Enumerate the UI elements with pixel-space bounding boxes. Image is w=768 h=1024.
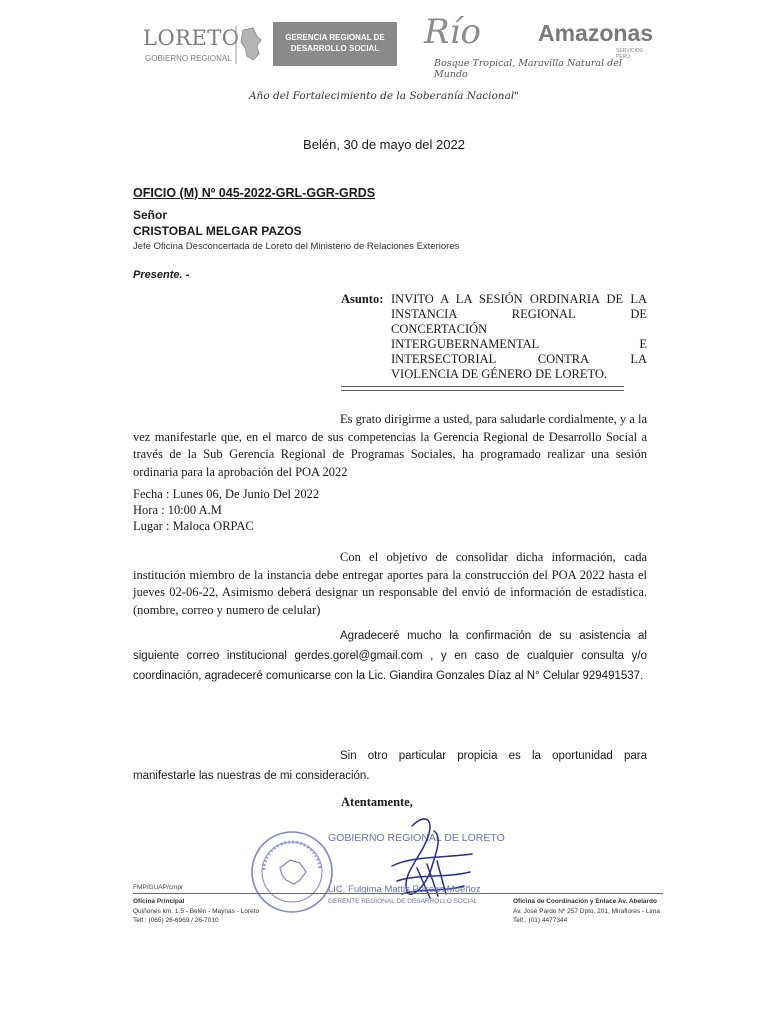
subject-line: INVITO A LA SESIÓN ORDINARIA DE LA bbox=[391, 292, 647, 306]
subject-line: CONCERTACIÓN bbox=[391, 322, 488, 336]
body-paragraph-3: Agradeceré mucho la confirmación de su asistencia al siguiente correo institucional gerdes.gorel@gmail.com , y en caso de cualquier consulta y/o coordinación, agradeceré comunicarse con la Lic. Giandira Gonzales Díaz al N° Celular 929491537. bbox=[133, 630, 647, 682]
footer-coordination-phone: Telf.: (01) 4477344 bbox=[513, 917, 568, 924]
stamp-signer bbox=[328, 884, 488, 905]
presente-line: Presente. - bbox=[133, 269, 190, 281]
footer-coordination-title: Oficina de Coordinación y Enlace Av. Abelardo bbox=[513, 898, 657, 905]
body-paragraph-4: Sin otro particular propicia es la oportunidad para manifestarle las nuestras de mi consideración. bbox=[133, 750, 647, 782]
subject-double-rule bbox=[341, 386, 624, 391]
drafter-initials: FMP/GUAP/cmpr bbox=[133, 884, 184, 891]
rio-logo-script: Río bbox=[424, 12, 481, 52]
subject-line: VIOLENCIA DE GÉNERO DE LORETO. bbox=[391, 367, 608, 381]
body-paragraph-2: Con el objetivo de consolidar dicha información, cada institución miembro de la instancia debe entregar aportes para la construcción del POA 2022 hasta el jueves 02-06-22, Asimismo deberá designar un responsable del envió de información de estadística. (nombre, correo y numero de celular) bbox=[133, 550, 647, 617]
loreto-logo-name: LORETO bbox=[143, 26, 240, 50]
footer-divider bbox=[133, 893, 663, 894]
rio-amazonas-logo bbox=[418, 12, 658, 80]
subject-line: INSTANCIA REGIONAL DE bbox=[391, 307, 647, 321]
gerencia-logo-line2: DESARROLLO SOCIAL bbox=[290, 44, 380, 53]
stamp-institution: GOBIERNO REGIONAL DE LORETO bbox=[328, 832, 505, 844]
round-official-seal-icon bbox=[250, 830, 334, 914]
event-time: Hora : 10:00 A.M bbox=[133, 503, 222, 517]
region-map-icon bbox=[235, 24, 265, 66]
footer-coordination-office bbox=[513, 897, 660, 926]
document-reference: OFICIO (M) Nº 045-2022-GRL-GGR-GRDS bbox=[133, 186, 376, 200]
body-paragraph-1: Es grato dirigirme a usted, para saludarle cordialmente, y a la vez manifestarle que, en el marco de sus competencias la Gerencia Regional de Desarrollo Social a través de la Sub Gerencia Regional de Programas Sociales, ha programado realizar una sesión ordinaria para la aprobación del POA 2022 bbox=[133, 412, 647, 479]
subject-line: INTERGUBERNAMENTAL E bbox=[391, 337, 647, 351]
recipient-name: CRISTOBAL MELGAR PAZOS bbox=[133, 224, 302, 238]
stamp-signer-role: GERENTE REGIONAL DE DESARROLLO SOCIAL bbox=[328, 898, 478, 905]
gerencia-logo-line1: GERENCIA REGIONAL DE bbox=[285, 33, 385, 42]
subject-text bbox=[391, 292, 647, 382]
event-date: Fecha : Lunes 06, De Junio Del 2022 bbox=[133, 487, 320, 501]
rio-logo-country: SERVICIOS - PERÚ bbox=[616, 48, 647, 60]
year-motto: Año del Fortalecimiento de la Soberanía Nacional" bbox=[248, 90, 520, 102]
gerencia-desarrollo-social-logo bbox=[273, 22, 397, 66]
place-date: Belén, 30 de mayo del 2022 bbox=[303, 137, 465, 152]
footer-main-office-phone: Telf.: (065) 26-6969 / 26-7010 bbox=[133, 917, 219, 924]
loreto-government-logo bbox=[143, 20, 268, 68]
event-place: Lugar : Maloca ORPAC bbox=[133, 519, 254, 533]
recipient-salutation: Señor bbox=[133, 208, 168, 222]
loreto-logo-subtitle: GOBIERNO REGIONAL bbox=[145, 54, 232, 63]
rio-logo-tagline: Bosque Tropical, Maravilla Natural del Mundo bbox=[434, 58, 622, 80]
stamp-signer-name: LIC. Fulgima Mattis Puscan Mueñoz bbox=[328, 884, 481, 895]
subject-label: Asunto: bbox=[341, 292, 384, 306]
footer-main-office-title: Oficina Principal bbox=[133, 898, 185, 905]
recipient-role: Jefe Oficina Desconcertada de Loreto del Ministerio de Relaciones Exteriores bbox=[133, 241, 460, 252]
subject-line: INTERSECTORIAL CONTRA LA bbox=[391, 352, 647, 366]
footer-main-office bbox=[133, 897, 259, 926]
footer-main-office-address: Quiñones km. 1.5 - Belén - Maynas - Loreto bbox=[133, 907, 260, 915]
closing-salutation: Atentamente, bbox=[341, 795, 413, 809]
amazonas-logo-word: Amazonas bbox=[538, 20, 654, 46]
footer-coordination-address: Av. José Pardo Nº 257 Dpto. 201, Miraflores - Lima bbox=[513, 907, 661, 915]
